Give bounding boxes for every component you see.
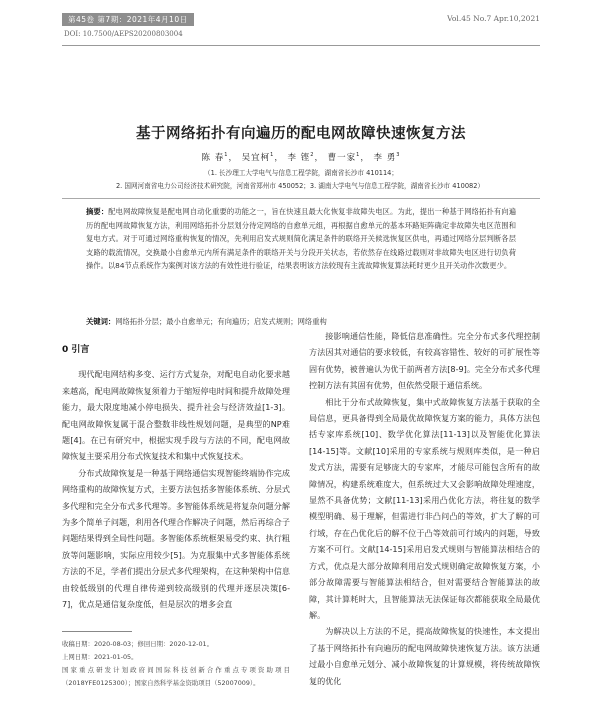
keywords bbox=[86, 317, 516, 327]
doi: DOI: 10.7500/AEPS20200803004 bbox=[64, 30, 183, 38]
keywords-label: 关键词： bbox=[86, 317, 116, 326]
author: 曹一家$^1$ bbox=[327, 152, 361, 163]
right-column bbox=[309, 328, 540, 689]
abstract-divider bbox=[62, 198, 540, 199]
body-paragraph: 接影响通信性能，降低信息准确性。完全分布式多代理控制方法因其对通信的要求较低，有较高容错性、较好的可扩展性等固有优势，被普遍认为优于前两者方法[8-9]。完全分布式多代理控制方法有其固有优势，但依然受限于通信系统。 bbox=[309, 331, 540, 391]
footnote: 收稿日期：2020-08-03；修回日期：2020-12-01。 bbox=[62, 639, 213, 648]
affiliation-1: （1. 长沙理工大学电气与信息工程学院，湖南省长沙市 410114； bbox=[204, 169, 398, 177]
keywords-text: 网络拓扑分层；最小自愈单元；有向遍历；启发式规则；网络重构 bbox=[115, 317, 327, 326]
author: 陈 春$^1$ bbox=[201, 152, 229, 163]
abstract-text: 配电网故障恢复是配电网自动化重要的功能之一，旨在快速且最大化恢复非故障失电区。为此，提出一种基于网络拓扑有向遍历的配电网故障恢复方法，利用网络拓扑分层划分待定网络的自愈单元组，再根据自愈单元的基本环路矩阵确定非故障失电区范围和复电方式。对于可通过网络重构恢复的情况，先利用启发式规则简化满足条件的联络开关候选恢复区供电，再通过网络分层判断各层支路的载流情况，交换最小自愈单元内所有满足条件的联络开关与分段开关状态，若依然存在线路过载则对非故障失电区进行切负荷操作。以84节点系统作为案例对该方法的有效性进行验证，结果表明该方法较现有主流故障恢复算法耗时更少且开关动作次数更少。 bbox=[86, 207, 516, 270]
footnote-divider bbox=[62, 631, 132, 632]
header-divider bbox=[62, 45, 540, 46]
abstract bbox=[86, 205, 516, 273]
left-column bbox=[62, 328, 290, 690]
author-list: 陈 春$^1$， 吴宜柯$^1$， 李 铿$^2$， 曹一家$^1$， 李 勇$^3$ bbox=[201, 152, 401, 163]
abstract-label: 摘要： bbox=[86, 207, 109, 216]
author: 吴宜柯$^1$ bbox=[241, 152, 275, 163]
section-title: 0 引言 bbox=[62, 345, 90, 355]
author: 李 铿$^2$ bbox=[287, 152, 315, 163]
body-paragraph: 分布式故障恢复是一种基于网络通信实现智能终端协作完成网络重构的故障恢复方式，主要方法包括多智能体系统、分层式多代理和完全分布式多代理等。多智能体系统是将复杂问题分解为多个简单子问题，利用各代理合作解决子问题，然后再综合子问题结果得到全局性问题。多智能体系统框架易受约束、执行粗放等问题影响，实际应用较少[5]。为克服集中式多智能体系统方法的不足，学者们提出分层式多代理架构，在这种架构中信息由较低级别的代理自律传递到较高级别的代理并逐层决策[6-7]，优点是通信复杂度低，但是层次的增多会直 bbox=[62, 467, 290, 610]
body-paragraph: 现代配电网结构多变、运行方式复杂，对配电自动化要求越来越高，配电网故障恢复须着力于缩短停电时间和提升故障处理能力，最大限度地减小停电损失、提升社会与经济效益[1-3]。配电网故障恢复属于混合整数非线性规划问题，是典型的NP难题[4]。在已有研究中，根据实现手段与方法的不同，配电网故障恢复主要采用分布式恢复技术和集中式恢复技术。 bbox=[62, 369, 290, 462]
body-paragraph: 为解决以上方法的不足，提高故障恢复的快速性，本文提出了基于网络拓扑有向遍历的配电网故障快速恢复方法。该方法通过最小自愈单元划分、减小故障恢复的计算规模，将传统故障恢复的优化 bbox=[309, 626, 540, 686]
journal-header bbox=[62, 13, 540, 48]
volume-issue-english: Vol.45 No.7 Apr.10,2021 bbox=[447, 14, 540, 23]
volume-issue-label: 第45卷 第7期：2021年4月10日 bbox=[62, 13, 194, 26]
affiliation-2: 2. 国网河南省电力公司经济技术研究院，河南省郑州市 450052；3. 湖南大学电气与信息工程学院，湖南省长沙市 410082） bbox=[115, 182, 485, 190]
paper-title: 基于网络拓扑有向遍历的配电网故障快速恢复方法 bbox=[136, 126, 466, 142]
footnote: 上网日期：2021-01-05。 bbox=[62, 652, 138, 661]
author: 李 勇$^3$ bbox=[373, 152, 401, 163]
body-paragraph: 相比于分布式故障恢复，集中式故障恢复方法基于获取的全局信息，更具备得到全局最优故障恢复方案的能力，具体方法包括专家库系统[10]、数学优化算法[11-13]以及智能优化算法[14-15]等。文献[10]采用的专家系统与规则库类似，是一种启发式方法，需要有足够庞大的专家库，才能尽可能包含所有的故障情况，构建系统难度大，但系统过大又会影响故障处理速度，显然不具备优势；文献[11-13]采用凸优化方法，将往复的数学模型明确、易于理解，但需进行非凸问凸的等效，扩大了解的可行域，存在凸优化后的解不位于凸等效前可行域内的问题，导致方案不可行。文献[14-15]采用启发式规则与智能算法相结合的方式，优点是大部分故障利用启发式规则确定故障恢复方案，小部分故障需要与智能算法相结合，但对需要结合智能算法的故障，其计算耗时大，且智能算法无法保证每次都能获取全局最优解。 bbox=[309, 396, 540, 620]
footnote: 国家重点研发计划政府间国际科技创新合作重点专项资助项目（2018YFE0125300）；国家自然科学基金资助项目（52007009）。 bbox=[62, 665, 290, 687]
